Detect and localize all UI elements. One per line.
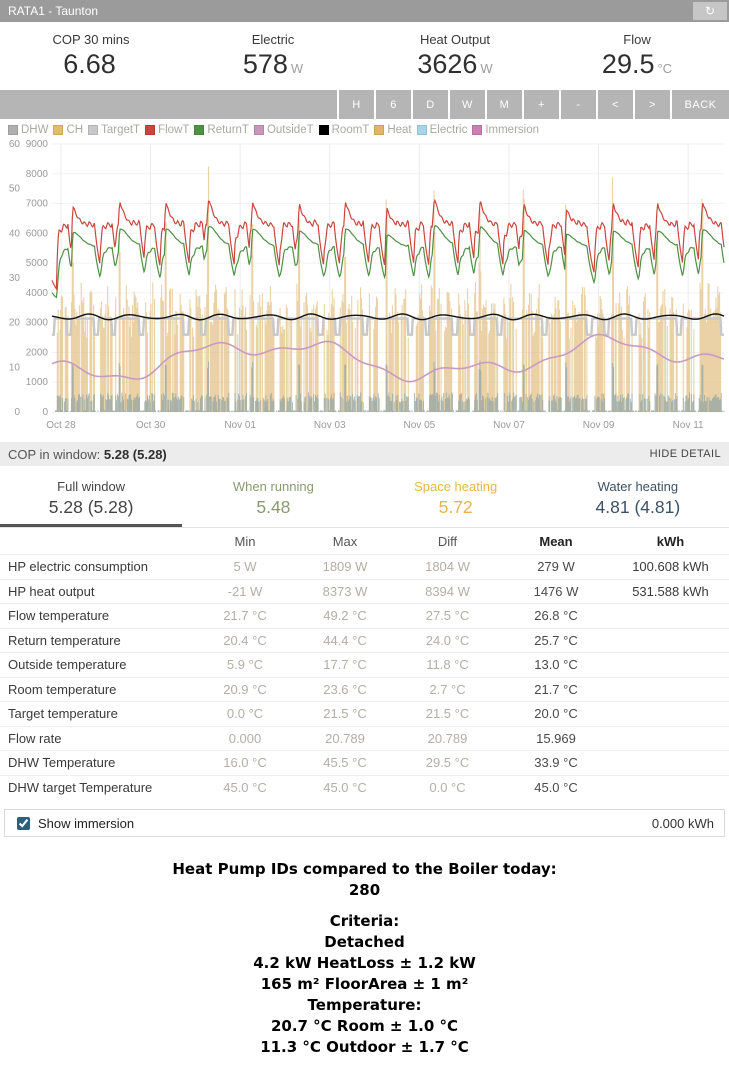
svg-text:3000: 3000 bbox=[25, 317, 48, 329]
legend-swatch bbox=[472, 125, 482, 135]
tab-label: Full window bbox=[57, 479, 126, 494]
chart-legend bbox=[0, 119, 729, 136]
cell-mean: 33.9 °C bbox=[534, 755, 578, 771]
svg-text:Nov 03: Nov 03 bbox=[313, 420, 346, 431]
heatpump-chart[interactable] bbox=[0, 136, 729, 436]
table-row bbox=[0, 775, 729, 800]
table-row bbox=[0, 628, 729, 653]
svg-text:60: 60 bbox=[8, 139, 20, 150]
cell-kwh: 531.588 kWh bbox=[632, 583, 709, 599]
cell-max: 8373 W bbox=[322, 583, 368, 599]
cell-mean: 45.0 °C bbox=[534, 779, 578, 795]
tab-label: When running bbox=[232, 479, 314, 494]
col-kwh: kWh bbox=[656, 534, 685, 549]
legend-item-dhw: DHW bbox=[8, 124, 48, 136]
stat-unit: °C bbox=[657, 61, 673, 76]
cell-max: 21.5 °C bbox=[323, 706, 367, 722]
tab-label: Space heating bbox=[414, 479, 498, 494]
cell-mean: 15.969 bbox=[536, 730, 576, 746]
svg-text:1000: 1000 bbox=[25, 377, 48, 389]
svg-text:Nov 07: Nov 07 bbox=[493, 420, 525, 431]
cop-window-bar bbox=[0, 442, 729, 466]
legend-item-returnt: ReturnT bbox=[194, 124, 249, 136]
range-button-hour[interactable]: H bbox=[337, 90, 374, 119]
stat-value: 6.68 bbox=[63, 49, 116, 79]
cell-min: 45.0 °C bbox=[223, 779, 267, 795]
cell-diff: 2.7 °C bbox=[429, 681, 466, 697]
stat-label: Heat Output bbox=[419, 32, 491, 47]
table-header bbox=[0, 528, 729, 554]
range-button-week[interactable]: W bbox=[448, 90, 485, 119]
cell-diff: 21.5 °C bbox=[425, 706, 470, 722]
cell-min: -21 W bbox=[227, 583, 263, 599]
svg-text:20: 20 bbox=[8, 317, 20, 329]
tab-space-heating[interactable] bbox=[365, 472, 547, 527]
refresh-icon[interactable]: ↻ bbox=[693, 2, 727, 20]
table-row bbox=[0, 750, 729, 775]
row-label: DHW target Temperature bbox=[8, 779, 153, 795]
legend-swatch bbox=[8, 125, 18, 135]
col-min: Min bbox=[234, 534, 256, 549]
row-label: Room temperature bbox=[8, 681, 117, 697]
cell-min: 0.0 °C bbox=[226, 706, 264, 722]
cell-diff: 29.5 °C bbox=[425, 755, 470, 771]
cell-diff: 11.8 °C bbox=[426, 657, 469, 673]
svg-text:9000: 9000 bbox=[25, 139, 48, 150]
stat-label: COP 30 mins bbox=[52, 32, 130, 47]
cell-mean: 25.7 °C bbox=[534, 632, 578, 648]
svg-text:0: 0 bbox=[14, 407, 20, 418]
cell-diff: 24.0 °C bbox=[425, 632, 470, 648]
svg-text:2000: 2000 bbox=[25, 347, 48, 359]
svg-text:5000: 5000 bbox=[25, 258, 48, 270]
tab-value: 5.72 bbox=[438, 497, 473, 517]
col-max: Max bbox=[332, 534, 358, 549]
live-stats bbox=[0, 22, 729, 86]
svg-text:40: 40 bbox=[8, 228, 20, 240]
cell-max: 45.5 °C bbox=[323, 755, 367, 771]
tab-value: 5.28 (5.28) bbox=[48, 497, 134, 517]
cell-min: 5.9 °C bbox=[226, 657, 264, 673]
cop-window-value: 5.28 (5.28) bbox=[103, 446, 167, 462]
legend-item-outsidet: OutsideT bbox=[254, 124, 314, 136]
range-button-month[interactable]: M bbox=[485, 90, 522, 119]
cell-kwh: 100.608 kWh bbox=[632, 559, 709, 575]
immersion-kwh-value: 0.000 kWh bbox=[651, 815, 714, 831]
svg-text:8000: 8000 bbox=[25, 168, 48, 180]
tab-when-running[interactable] bbox=[182, 472, 364, 527]
pan-left-button[interactable]: < bbox=[596, 90, 633, 119]
svg-text:30: 30 bbox=[8, 273, 20, 284]
stat-value: 578 bbox=[242, 49, 288, 79]
immersion-panel bbox=[4, 809, 725, 837]
legend-swatch bbox=[53, 125, 63, 135]
stats-table bbox=[0, 528, 729, 799]
row-label: Flow temperature bbox=[8, 608, 110, 624]
stat-unit: W bbox=[480, 61, 493, 76]
stat-electric bbox=[182, 32, 364, 80]
table-row bbox=[0, 554, 729, 579]
back-button[interactable]: BACK bbox=[670, 90, 729, 119]
legend-swatch bbox=[194, 125, 204, 135]
cell-diff: 20.789 bbox=[427, 730, 468, 746]
svg-text:4000: 4000 bbox=[25, 287, 48, 299]
cell-mean: 13.0 °C bbox=[534, 657, 578, 673]
svg-text:Oct 30: Oct 30 bbox=[135, 420, 166, 431]
hide-detail-button[interactable]: HIDE DETAIL bbox=[649, 448, 721, 460]
temperature-heading: Temperature: bbox=[307, 996, 422, 1014]
svg-text:Nov 11: Nov 11 bbox=[672, 420, 704, 431]
stat-flow bbox=[546, 32, 728, 80]
legend-item-flowt: FlowT bbox=[145, 124, 189, 136]
cell-min: 20.9 °C bbox=[223, 681, 267, 697]
stat-label: Flow bbox=[623, 32, 651, 47]
table-row bbox=[0, 603, 729, 628]
svg-text:Nov 05: Nov 05 bbox=[403, 420, 436, 431]
show-immersion-label: Show immersion bbox=[38, 815, 135, 831]
cell-mean: 21.7 °C bbox=[534, 681, 578, 697]
tab-value: 5.48 bbox=[256, 497, 291, 517]
row-label: Target temperature bbox=[8, 706, 118, 722]
svg-text:10: 10 bbox=[8, 362, 20, 374]
pan-right-button[interactable]: > bbox=[633, 90, 670, 119]
cell-min: 16.0 °C bbox=[223, 755, 267, 771]
range-button-day[interactable]: D bbox=[411, 90, 448, 119]
row-label: DHW Temperature bbox=[8, 755, 116, 771]
tab-value: 4.81 (4.81) bbox=[595, 497, 681, 517]
legend-swatch bbox=[254, 125, 264, 135]
cell-min: 0.000 bbox=[228, 730, 262, 746]
col-mean: Mean bbox=[539, 534, 573, 549]
cell-min: 5 W bbox=[233, 559, 257, 575]
cell-mean: 279 W bbox=[537, 559, 575, 575]
zoom-in-button[interactable]: + bbox=[522, 90, 559, 119]
cop-tabs bbox=[0, 472, 729, 528]
comparison-title: Heat Pump IDs compared to the Boiler today: bbox=[172, 860, 557, 878]
cell-max: 49.2 °C bbox=[323, 608, 367, 624]
stat-label: Electric bbox=[251, 32, 295, 47]
legend-swatch bbox=[319, 125, 329, 135]
cell-diff: 0.0 °C bbox=[429, 779, 466, 795]
criteria-room-temp: 20.7 °C Room ± 1.0 °C bbox=[270, 1017, 459, 1035]
svg-text:7000: 7000 bbox=[25, 198, 48, 210]
stat-value: 3626 bbox=[417, 49, 478, 79]
svg-text:Nov 01: Nov 01 bbox=[224, 420, 257, 431]
svg-text:50: 50 bbox=[8, 183, 20, 195]
cell-min: 20.4 °C bbox=[223, 632, 267, 648]
svg-text:6000: 6000 bbox=[25, 228, 48, 240]
row-label: Flow rate bbox=[8, 730, 62, 746]
col-diff: Diff bbox=[437, 534, 458, 549]
stat-unit: W bbox=[290, 61, 304, 76]
row-label: Return temperature bbox=[8, 632, 121, 648]
cop-window-label: COP in window: bbox=[8, 446, 101, 462]
svg-text:Nov 09: Nov 09 bbox=[582, 420, 615, 431]
svg-text:0: 0 bbox=[42, 407, 48, 418]
svg-text:Oct 28: Oct 28 bbox=[46, 420, 76, 431]
tab-label: Water heating bbox=[597, 479, 679, 494]
stat-cop bbox=[0, 32, 182, 80]
tab-water-heating[interactable] bbox=[547, 472, 729, 527]
criteria-outdoor-temp: 11.3 °C Outdoor ± 1.7 °C bbox=[260, 1038, 469, 1056]
stat-heat-output bbox=[364, 32, 546, 80]
cell-mean: 26.8 °C bbox=[534, 608, 578, 624]
cell-max: 20.789 bbox=[325, 730, 365, 746]
legend-item-roomt: RoomT bbox=[319, 124, 370, 136]
criteria-heatloss: 4.2 kW HeatLoss ± 1.2 kW bbox=[253, 954, 476, 972]
legend-swatch bbox=[88, 125, 98, 135]
cell-max: 1809 W bbox=[322, 559, 368, 575]
row-label: HP electric consumption bbox=[8, 559, 148, 575]
cell-max: 17.7 °C bbox=[323, 657, 367, 673]
legend-swatch bbox=[374, 125, 384, 135]
boiler-comparison-note bbox=[0, 859, 729, 1058]
criteria-house-type: Detached bbox=[324, 933, 405, 951]
legend-item-electric: Electric bbox=[417, 124, 468, 136]
show-immersion-toggle[interactable] bbox=[13, 814, 134, 833]
row-label: HP heat output bbox=[8, 583, 95, 599]
legend-item-immersion: Immersion bbox=[472, 124, 539, 136]
table-row bbox=[0, 652, 729, 677]
stat-value: 29.5 bbox=[601, 49, 655, 79]
comparison-count: 280 bbox=[348, 881, 381, 899]
cell-max: 44.4 °C bbox=[323, 632, 367, 648]
criteria-heading: Criteria: bbox=[329, 912, 400, 930]
show-immersion-checkbox[interactable] bbox=[17, 817, 30, 830]
criteria-floor-area: 165 m² FloorArea ± 1 m² bbox=[260, 975, 469, 993]
table-row bbox=[0, 677, 729, 702]
table-row bbox=[0, 579, 729, 604]
table-row bbox=[0, 701, 729, 726]
cell-min: 21.7 °C bbox=[223, 608, 267, 624]
tab-full-window[interactable] bbox=[0, 472, 182, 527]
cell-diff: 27.5 °C bbox=[425, 608, 470, 624]
cell-diff: 1804 W bbox=[425, 559, 470, 575]
legend-swatch bbox=[145, 125, 155, 135]
legend-item-targett: TargetT bbox=[88, 124, 140, 136]
table-row bbox=[0, 726, 729, 751]
legend-item-ch: CH bbox=[53, 124, 83, 136]
cell-diff: 8394 W bbox=[425, 583, 470, 599]
page-title: RATA1 - Taunton bbox=[8, 4, 99, 18]
zoom-out-button[interactable]: - bbox=[559, 90, 596, 119]
cell-max: 45.0 °C bbox=[323, 779, 367, 795]
cell-mean: 20.0 °C bbox=[534, 706, 578, 722]
row-label: Outside temperature bbox=[8, 657, 127, 673]
cell-mean: 1476 W bbox=[533, 583, 579, 599]
range-button-6h[interactable]: 6 bbox=[374, 90, 411, 119]
cell-max: 23.6 °C bbox=[323, 681, 367, 697]
app-header bbox=[0, 0, 729, 22]
legend-item-heat: Heat bbox=[374, 124, 411, 136]
legend-swatch bbox=[417, 125, 427, 135]
time-toolbar bbox=[0, 90, 729, 119]
